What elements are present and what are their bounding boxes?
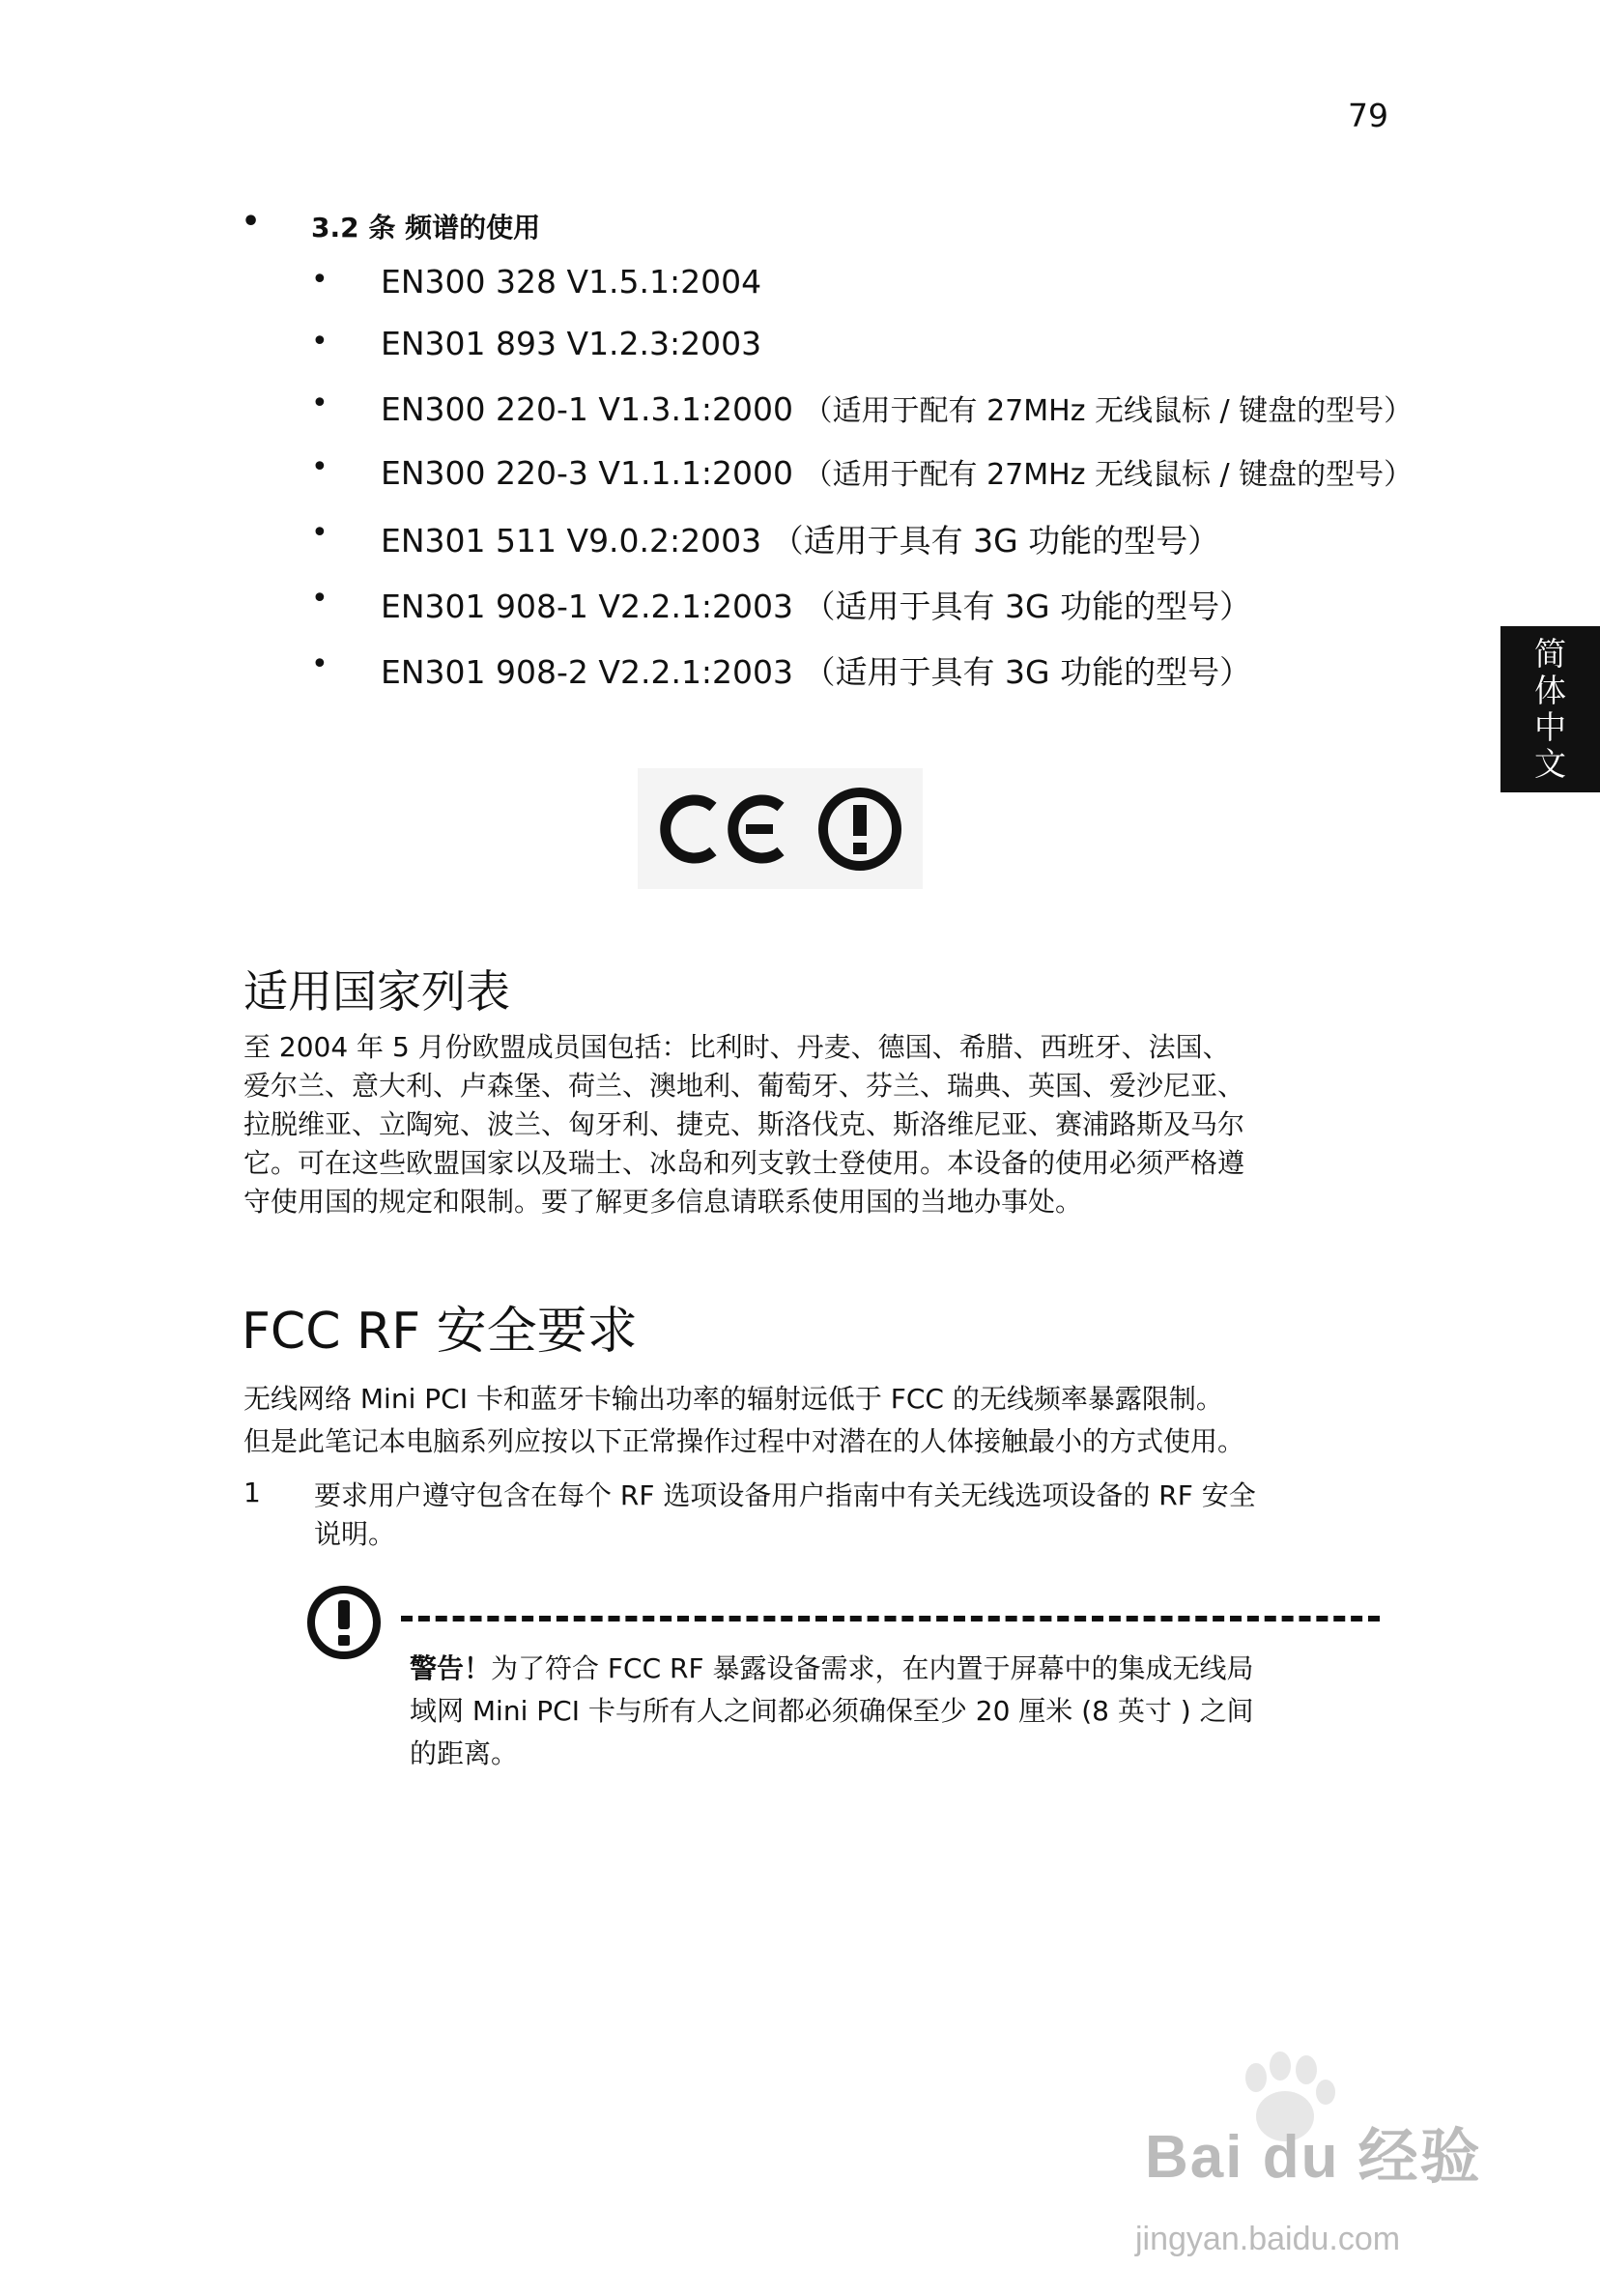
paragraph-line: 但是此笔记本电脑系列应按以下正常操作过程中对潜在的人体接触最小的方式使用。 bbox=[243, 1425, 1245, 1457]
bullet-icon: • bbox=[311, 582, 329, 616]
standard-code: EN300 220-3 V1.1.1:2000 bbox=[381, 454, 794, 492]
paragraph-line: 要求用户遵守包含在每个 RF 选项设备用户指南中有关无线选项设备的 RF 安全 bbox=[314, 1479, 1256, 1511]
standard-note: （适用于具有 3G 功能的型号） bbox=[803, 653, 1252, 691]
bullet-icon: • bbox=[311, 325, 329, 359]
fcc-title: FCC RF 安全要求 bbox=[242, 1303, 638, 1361]
warning-line: 为了符合 FCC RF 暴露设备需求，在内置于屏幕中的集成无线局 bbox=[491, 1652, 1254, 1684]
warning-label: 警告！ bbox=[410, 1652, 492, 1684]
paragraph-line: 无线网络 Mini PCI 卡和蓝牙卡输出功率的辐射远低于 FCC 的无线频率暴露限制。 bbox=[243, 1383, 1223, 1415]
standard-note: （适用于具有 3G 功能的型号） bbox=[803, 588, 1252, 625]
language-tab-char: 体 bbox=[1534, 672, 1566, 709]
bullet-icon: • bbox=[311, 647, 329, 681]
language-tab-char: 中 bbox=[1534, 708, 1566, 746]
section-heading-text: 3.2 条 频谱的使用 bbox=[311, 212, 541, 244]
list-item-text bbox=[314, 1477, 1377, 1554]
page-number: 79 bbox=[1348, 97, 1388, 134]
standard-code: EN301 908-1 V2.2.1:2003 bbox=[381, 588, 794, 625]
bullet-icon: • bbox=[242, 205, 261, 239]
bullet-icon: • bbox=[311, 516, 329, 550]
ce-mark-icon bbox=[638, 768, 923, 889]
countries-title: 适用国家列表 bbox=[243, 965, 510, 1018]
bullet-icon: • bbox=[311, 387, 329, 420]
divider bbox=[401, 1616, 1380, 1622]
warning-icon bbox=[304, 1583, 384, 1666]
standard-code: EN300 220-1 V1.3.1:2000 bbox=[381, 390, 794, 428]
warning-line: 域网 Mini PCI 卡与所有人之间都必须确保至少 20 厘米 (8 英寸 ) 之间 bbox=[410, 1695, 1254, 1727]
standard-note: （适用于配有 27MHz 无线鼠标 / 键盘的型号） bbox=[803, 394, 1414, 428]
language-tab bbox=[1500, 626, 1600, 792]
countries-paragraph bbox=[243, 1028, 1244, 1221]
warning-note bbox=[410, 1648, 1376, 1775]
paragraph-line: 爱尔兰、意大利、卢森堡、荷兰、澳地利、葡萄牙、芬兰、瑞典、英国、爱沙尼亚、 bbox=[243, 1070, 1245, 1102]
warning-line: 的距离。 bbox=[410, 1737, 519, 1769]
paragraph-line: 它。可在这些欧盟国家以及瑞士、冰岛和列支敦士登使用。本设备的使用必须严格遵 bbox=[243, 1147, 1245, 1179]
standard-code: EN301 511 V9.0.2:2003 bbox=[381, 522, 762, 560]
fcc-paragraph bbox=[243, 1380, 1244, 1461]
standard-note: （适用于具有 3G 功能的型号） bbox=[771, 522, 1220, 560]
standard-code: EN300 328 V1.5.1:2004 bbox=[381, 263, 762, 301]
bullet-icon: • bbox=[311, 263, 329, 297]
standard-note: （适用于配有 27MHz 无线鼠标 / 键盘的型号） bbox=[803, 458, 1414, 492]
list-number: 1 bbox=[243, 1477, 261, 1508]
bullet-icon: • bbox=[311, 450, 329, 484]
language-tab-char: 文 bbox=[1534, 745, 1566, 783]
watermark-url: jingyan.baidu.com bbox=[1135, 2221, 1401, 2257]
paragraph-line: 说明。 bbox=[314, 1518, 396, 1550]
paragraph-line: 拉脱维亚、立陶宛、波兰、匈牙利、捷克、斯洛伐克、斯洛维尼亚、赛浦路斯及马尔 bbox=[243, 1108, 1245, 1140]
paragraph-line: 至 2004 年 5 月份欧盟成员国包括：比利时、丹麦、德国、希腊、西班牙、法国、 bbox=[243, 1031, 1230, 1063]
watermark-brand: Bai du 经验 bbox=[1145, 2124, 1482, 2191]
paragraph-line: 守使用国的规定和限制。要了解更多信息请联系使用国的当地办事处。 bbox=[243, 1186, 1083, 1218]
standard-code: EN301 908-2 V2.2.1:2003 bbox=[381, 653, 794, 691]
standard-code: EN301 893 V1.2.3:2003 bbox=[381, 325, 762, 362]
language-tab-char: 简 bbox=[1534, 635, 1566, 673]
